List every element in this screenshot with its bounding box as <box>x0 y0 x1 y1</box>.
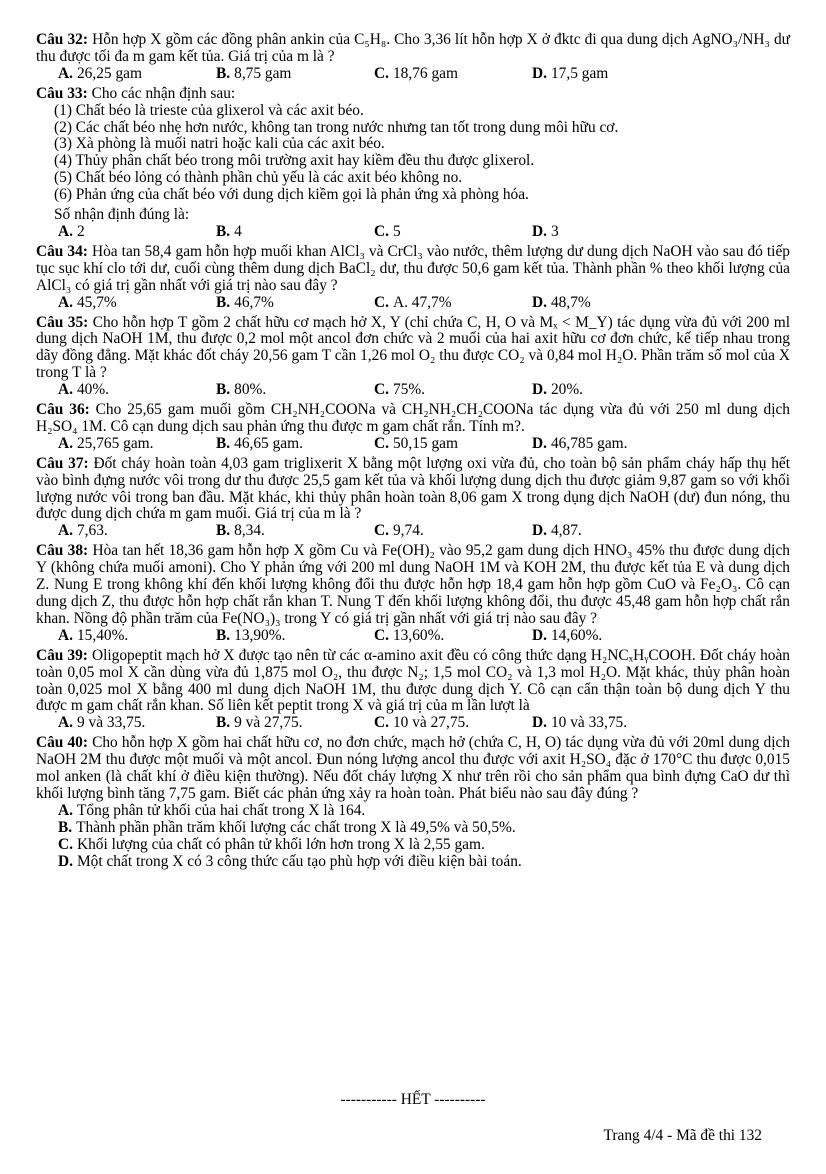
question-text: Cho 25,65 gam muối gồm CH₂NH₂COONa và CH₂NH₂CH₂COONa tác dụng vừa đủ với 250 ml dung dịch H₂SO₄ 1M. Cô cạn dung dịch sau phản ứng thu được m gam chất rắn. Tính m?. <box>36 401 790 435</box>
question-text: Cho hỗn hợp X gồm hai chất hữu cơ, no đơn chức, mạch hở (chứa C, H, O) tác dụng vừa đủ với 20ml dung dịch NaOH 2M thu được một muối và một ancol. Đun nóng lượng ancol thu được với axit H₂SO₄ đặc ở 170°C thu được 0,015 mol anken (là chất khí ở điều kiện thường). Nếu đốt cháy lượng X như trên rồi cho sản phẩm qua bình đựng CaO dư thì khối lượng bình tăng 7,75 gam. Biết các phản ứng xảy ra hoàn toàn. Phát biểu nào sau đây đúng ? <box>36 734 790 802</box>
option-b: B. 8,75 gam <box>216 64 292 82</box>
option-c: C. Khối lượng của chất có phân tử khối lớn hơn trong X là 2,55 gam. <box>58 835 485 853</box>
option-b: B. 13,90%. <box>216 626 286 644</box>
options-row <box>36 382 790 399</box>
option-d: D. 17,5 gam <box>532 64 609 82</box>
option-d: D. 20%. <box>532 381 584 399</box>
options-row <box>36 628 790 645</box>
option-a: A. 7,63. <box>58 522 108 540</box>
option-b: B. 8,34. <box>216 522 265 540</box>
option-b: B. 4 <box>216 222 242 240</box>
option-b: B. 46,65 gam. <box>216 434 303 452</box>
option-c: C. 75%. <box>374 381 426 399</box>
statement: (5) Chất béo lỏng có thành phần chủ yếu là các axit béo không no. <box>54 169 463 187</box>
options-row <box>36 715 790 732</box>
option-b: B. 9 và 27,75. <box>216 714 303 732</box>
question-32 <box>36 32 790 83</box>
option-b: B. 80%. <box>216 381 267 399</box>
option-c: C. 10 và 27,75. <box>374 714 470 732</box>
exam-page <box>36 32 790 874</box>
option-c: C. A. 47,7% <box>374 293 452 311</box>
options-row <box>36 436 790 453</box>
question-text: Hòa tan 58,4 gam hỗn hợp muối khan AlCl₃ và CrCl₃ vào nước, thêm lượng dư dung dịch NaOH vào sau đó tiếp tục sục khí clo tới dư, cuối cùng thêm dung dịch BaCl₂ dư, thu được 50,6 gam kết tủa. Thành phần % theo khối lượng của AlCl₃ có giá trị gần nhất với giá trị nào sau đây ? <box>36 242 790 294</box>
question-40 <box>36 735 790 870</box>
question-number: Câu 33: <box>36 84 88 102</box>
question-number: Câu 36: <box>36 401 90 419</box>
options-row <box>36 295 790 312</box>
option-d: D. 3 <box>532 222 559 240</box>
option-a: A. 15,40%. <box>58 626 129 644</box>
options-row <box>36 523 790 540</box>
option-c: C. 9,74. <box>374 522 424 540</box>
option-d: D. 14,60%. <box>532 626 603 644</box>
page-footer: Trang 4/4 - Mã đề thi 132 <box>603 1127 762 1144</box>
question-number: Câu 34: <box>36 242 88 260</box>
option-c: C. 18,76 gam <box>374 64 458 82</box>
question-text: Oligopeptit mạch hở X được tạo nên từ các α-amino axit đều có công thức dạng H₂NCₓHᵧCOOH. Đốt cháy hoàn toàn 0,05 mol X cần dùng vừa đủ 1,875 mol O₂, thu được N₂; 1,5 mol CO₂ và 1,3 mol H₂O. Mặt khác, thủy phân hoàn toàn 0,025 mol X bằng 400 ml dung dịch NaOH 1M, thu được dung dịch Y. Cô cạn cẩn thận toàn bộ dung dịch Y thu được m gam chất rắn khan. Số liên kết peptit trong X và giá trị của m lần lượt là <box>36 646 790 715</box>
statement: (4) Thủy phân chất béo trong môi trường axit hay kiềm đều thu được glixerol. <box>54 152 535 170</box>
question-number: Câu 39: <box>36 646 88 664</box>
option-a: A. 40%. <box>58 381 110 399</box>
option-b: B. Thành phần phần trăm khối lượng các chất trong X là 49,5% và 50,5%. <box>58 818 516 836</box>
option-d: D. 48,7% <box>532 293 591 311</box>
question-34 <box>36 244 790 312</box>
question-prompt: Số nhận định đúng là: <box>54 206 190 224</box>
end-marker: ----------- HẾT ---------- <box>340 1091 486 1108</box>
options-row <box>36 66 790 83</box>
option-d: D. Một chất trong X có 3 công thức cấu tạo phù hợp với điều kiện bài toán. <box>58 852 522 870</box>
question-33 <box>36 86 790 241</box>
question-text: Cho các nhận định sau: <box>91 84 236 102</box>
question-37 <box>36 456 790 541</box>
question-39 <box>36 648 790 733</box>
options-row <box>36 224 790 241</box>
statement: (1) Chất béo là trieste của glixerol và các axit béo. <box>54 101 364 119</box>
option-c: C. 50,15 gam <box>374 434 458 452</box>
statement: (2) Các chất béo nhẹ hơn nước, không tan trong nước nhưng tan tốt trong dung môi hữu cơ. <box>54 118 619 136</box>
statement: (3) Xà phòng là muối natri hoặc kali của các axit béo. <box>54 135 385 153</box>
question-text: Cho hỗn hợp T gồm 2 chất hữu cơ mạch hở X, Y (chỉ chứa C, H, O và Mₓ < M_Y) tác dụng vừa đủ với 200 ml dung dịch NaOH 1M, thu được 0,2 mol một ancol đơn chức và 2 muối của hai axit hữu cơ đơn chức, kế tiếp nhau trong dãy đồng đẳng. Mặt khác đốt cháy 20,56 gam T cần 1,26 mol O₂ thu được CO₂ và 0,84 mol H₂O. Phần trăm số mol của X trong T là ? <box>36 313 790 382</box>
statement: (6) Phản ứng của chất béo với dung dịch kiềm gọi là phản ứng xà phòng hóa. <box>54 186 529 204</box>
option-a: A. 25,765 gam. <box>58 434 154 452</box>
option-a: A. 26,25 gam <box>58 64 142 82</box>
option-d: D. 10 và 33,75. <box>532 714 628 732</box>
question-35 <box>36 315 790 400</box>
question-number: Câu 40: <box>36 734 88 752</box>
question-number: Câu 35: <box>36 313 89 331</box>
question-38 <box>36 543 790 644</box>
option-a: A. 2 <box>58 222 85 240</box>
question-text: Đốt cháy hoàn toàn 4,03 gam triglixerit X bằng một lượng oxi vừa đủ, cho toàn bộ sản phẩm cháy hấp thụ hết vào bình đựng nước vôi trong dư thu được 25,5 gam kết tủa và khối lượng dung dịch thu được giảm 9,87 gam so với khối lượng nước vôi trong ban đầu. Mặt khác, khi thủy phân hoàn toàn 8,06 gam X trong dụng dịch NaOH (dư) đun nóng, thu được dung dịch chứa m gam muối. Giá trị của m là ? <box>36 454 791 523</box>
question-number: Câu 32: <box>36 31 88 48</box>
option-a: A. 45,7% <box>58 293 117 311</box>
option-b: B. 46,7% <box>216 293 274 311</box>
question-text: Hòa tan hết 18,36 gam hỗn hợp X gồm Cu và Fe(OH)₂ vào 95,2 gam dung dịch HNO₃ 45% thu được dung dịch Y (không chứa muối amoni). Cho Y phản ứng với 200 ml dung NaOH 1M và KOH 2M, thu được kết tủa E và dung dịch Z. Nung E trong không khí đến khối lượng không đổi thu được hỗn hợp 18,4 gam hỗn hợp gồm CuO và Fe₂O₃. Cô cạn dung dịch Z, thu được hỗn hợp chất rắn khan T. Nung T đến khối lượng không đổi, thu được 45,48 gam hỗn hợp chất rắn khan. Nồng độ phần trăm của Fe(NO₃)₃ trong Y có giá trị gần nhất với giá trị nào sau đây ? <box>36 542 790 627</box>
option-a: A. 9 và 33,75. <box>58 714 146 732</box>
question-number: Câu 37: <box>36 454 89 472</box>
question-number: Câu 38: <box>36 542 89 560</box>
option-c: C. 5 <box>374 222 401 240</box>
option-d: D. 4,87. <box>532 522 582 540</box>
option-a: A. Tổng phân tử khối của hai chất trong X là 164. <box>58 801 366 819</box>
question-36 <box>36 402 790 453</box>
option-d: D. 46,785 gam. <box>532 434 628 452</box>
question-text: Hỗn hợp X gồm các đồng phân ankin của C₅H₈. Cho 3,36 lít hỗn hợp X ở đktc đi qua dung dịch AgNO₃/NH₃ dư thu được tối đa m gam kết tủa. Giá trị của m là ? <box>36 31 790 65</box>
option-c: C. 13,60%. <box>374 626 445 644</box>
